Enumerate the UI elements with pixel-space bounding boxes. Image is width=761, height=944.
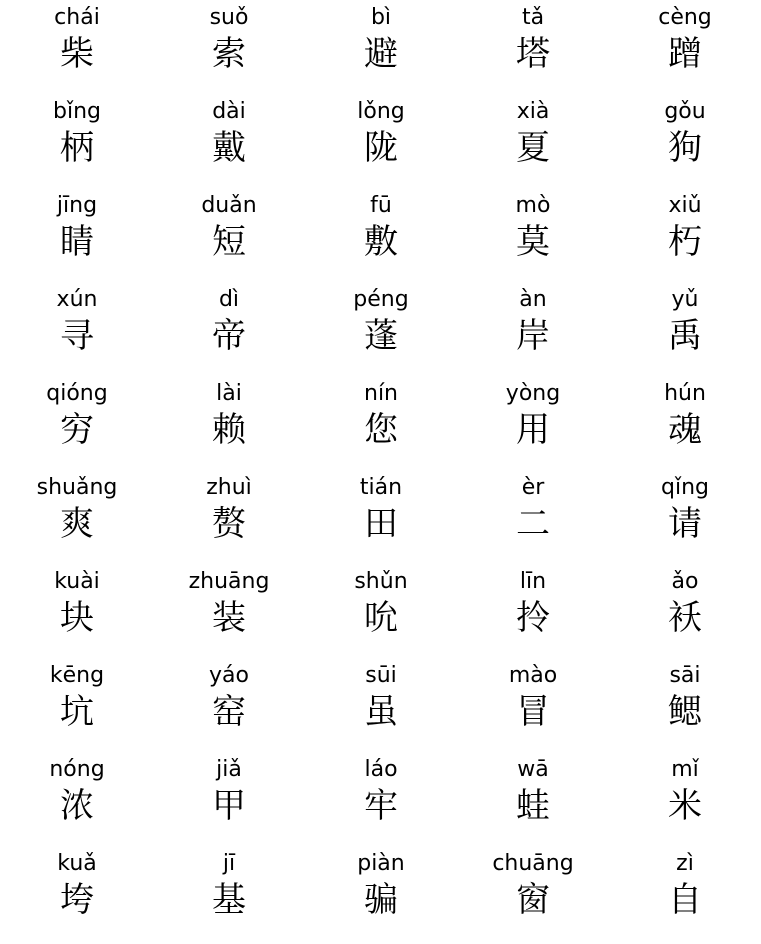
pinyin-label: mǐ bbox=[671, 757, 699, 782]
character-card bbox=[1, 568, 153, 662]
hanzi-character: 蓬 bbox=[364, 316, 398, 356]
character-card bbox=[153, 192, 305, 286]
hanzi-character: 禹 bbox=[668, 316, 702, 356]
pinyin-label: tián bbox=[359, 475, 403, 500]
pinyin-label: hún bbox=[664, 381, 706, 406]
pinyin-label: līn bbox=[519, 569, 547, 594]
character-card bbox=[305, 4, 457, 98]
hanzi-character: 赘 bbox=[212, 504, 246, 544]
pinyin-label: chái bbox=[54, 5, 100, 30]
character-card bbox=[153, 380, 305, 474]
hanzi-character: 帝 bbox=[212, 316, 246, 356]
character-card bbox=[609, 4, 761, 98]
pinyin-label: àn bbox=[519, 287, 547, 312]
hanzi-character: 陇 bbox=[364, 128, 398, 168]
pinyin-label: fū bbox=[370, 193, 392, 218]
pinyin-label: jiǎ bbox=[216, 757, 242, 782]
hanzi-character: 蛙 bbox=[516, 786, 550, 826]
character-card bbox=[1, 192, 153, 286]
character-card bbox=[1, 756, 153, 850]
character-card bbox=[1, 380, 153, 474]
pinyin-label: bì bbox=[370, 5, 392, 30]
pinyin-label: mào bbox=[508, 663, 558, 688]
hanzi-character: 敷 bbox=[364, 222, 398, 262]
hanzi-character: 索 bbox=[212, 34, 246, 74]
pinyin-label: kēng bbox=[49, 663, 105, 688]
hanzi-character: 浓 bbox=[60, 786, 94, 826]
hanzi-character: 柄 bbox=[60, 128, 94, 168]
character-card bbox=[609, 98, 761, 192]
pinyin-label: jīng bbox=[56, 193, 98, 218]
hanzi-character: 赖 bbox=[212, 410, 246, 450]
character-card bbox=[609, 474, 761, 568]
hanzi-character: 请 bbox=[668, 504, 702, 544]
character-card bbox=[1, 850, 153, 944]
pinyin-label: xún bbox=[56, 287, 98, 312]
pinyin-label: xiǔ bbox=[668, 193, 702, 218]
character-card bbox=[153, 850, 305, 944]
pinyin-label: xià bbox=[516, 99, 550, 124]
character-card bbox=[457, 98, 609, 192]
pinyin-label: èr bbox=[521, 475, 545, 500]
character-card bbox=[153, 756, 305, 850]
character-card bbox=[305, 850, 457, 944]
character-card bbox=[457, 474, 609, 568]
hanzi-character: 拎 bbox=[516, 598, 550, 638]
character-card bbox=[1, 98, 153, 192]
pinyin-label: dài bbox=[212, 99, 246, 124]
pinyin-label: nín bbox=[364, 381, 398, 406]
pinyin-label: shuǎng bbox=[36, 475, 118, 500]
pinyin-label: ǎo bbox=[671, 569, 699, 594]
hanzi-character: 柴 bbox=[60, 34, 94, 74]
pinyin-label: duǎn bbox=[201, 193, 257, 218]
pinyin-label: kuài bbox=[54, 569, 100, 594]
pinyin-label: nóng bbox=[49, 757, 105, 782]
pinyin-label: piàn bbox=[357, 851, 405, 876]
pinyin-label: suǒ bbox=[209, 5, 249, 30]
hanzi-character: 吮 bbox=[364, 598, 398, 638]
hanzi-character: 爽 bbox=[60, 504, 94, 544]
character-card bbox=[609, 662, 761, 756]
character-card bbox=[609, 756, 761, 850]
character-card bbox=[305, 192, 457, 286]
hanzi-character: 虽 bbox=[364, 692, 398, 732]
hanzi-character: 骗 bbox=[364, 880, 398, 920]
character-card bbox=[1, 474, 153, 568]
pinyin-label: sāi bbox=[669, 663, 701, 688]
hanzi-character: 穷 bbox=[60, 410, 94, 450]
hanzi-character: 短 bbox=[212, 222, 246, 262]
hanzi-character: 魂 bbox=[668, 410, 702, 450]
character-card bbox=[457, 286, 609, 380]
character-card bbox=[1, 4, 153, 98]
hanzi-character: 莫 bbox=[516, 222, 550, 262]
hanzi-character: 田 bbox=[364, 504, 398, 544]
pinyin-label: cèng bbox=[658, 5, 712, 30]
character-card bbox=[457, 192, 609, 286]
character-card bbox=[457, 756, 609, 850]
hanzi-character: 戴 bbox=[212, 128, 246, 168]
hanzi-character: 您 bbox=[364, 410, 398, 450]
hanzi-character: 冒 bbox=[516, 692, 550, 732]
character-card bbox=[153, 662, 305, 756]
character-card bbox=[305, 474, 457, 568]
character-card bbox=[457, 662, 609, 756]
character-card bbox=[457, 4, 609, 98]
character-card bbox=[609, 286, 761, 380]
character-card bbox=[609, 850, 761, 944]
hanzi-character: 用 bbox=[516, 410, 550, 450]
hanzi-character: 块 bbox=[60, 598, 94, 638]
hanzi-character: 睛 bbox=[60, 222, 94, 262]
hanzi-character: 坑 bbox=[60, 692, 94, 732]
pinyin-label: bǐng bbox=[53, 99, 101, 124]
hanzi-character: 寻 bbox=[60, 316, 94, 356]
pinyin-label: mò bbox=[515, 193, 551, 218]
pinyin-label: wā bbox=[517, 757, 549, 782]
hanzi-character: 二 bbox=[516, 504, 550, 544]
hanzi-character: 蹭 bbox=[668, 34, 702, 74]
pinyin-label: zì bbox=[676, 851, 694, 876]
pinyin-label: yòng bbox=[505, 381, 561, 406]
character-card bbox=[305, 662, 457, 756]
hanzi-character: 岸 bbox=[516, 316, 550, 356]
hanzi-character: 牢 bbox=[364, 786, 398, 826]
pinyin-label: zhuì bbox=[206, 475, 252, 500]
pinyin-label: kuǎ bbox=[57, 851, 97, 876]
hanzi-character: 鳃 bbox=[668, 692, 702, 732]
character-card bbox=[457, 380, 609, 474]
hanzi-character: 基 bbox=[212, 880, 246, 920]
character-card bbox=[609, 380, 761, 474]
pinyin-label: yáo bbox=[209, 663, 249, 688]
hanzi-character: 垮 bbox=[60, 880, 94, 920]
pinyin-label: yǔ bbox=[671, 287, 699, 312]
character-card bbox=[305, 380, 457, 474]
character-card bbox=[305, 98, 457, 192]
hanzi-character: 自 bbox=[668, 880, 702, 920]
pinyin-label: tǎ bbox=[521, 5, 545, 30]
hanzi-character: 夏 bbox=[516, 128, 550, 168]
character-card bbox=[153, 568, 305, 662]
pinyin-label: zhuāng bbox=[188, 569, 270, 594]
hanzi-character: 装 bbox=[212, 598, 246, 638]
character-card bbox=[457, 850, 609, 944]
character-card bbox=[305, 756, 457, 850]
pinyin-label: qǐng bbox=[661, 475, 709, 500]
character-card bbox=[305, 568, 457, 662]
hanzi-character: 米 bbox=[668, 786, 702, 826]
hanzi-character: 塔 bbox=[516, 34, 550, 74]
pinyin-label: qióng bbox=[46, 381, 108, 406]
hanzi-character: 袄 bbox=[668, 598, 702, 638]
pinyin-label: chuāng bbox=[492, 851, 574, 876]
hanzi-character: 避 bbox=[364, 34, 398, 74]
pinyin-label: jī bbox=[222, 851, 236, 876]
pinyin-label: gǒu bbox=[664, 99, 706, 124]
pinyin-label: shǔn bbox=[354, 569, 408, 594]
character-card bbox=[153, 474, 305, 568]
character-card bbox=[153, 4, 305, 98]
character-card bbox=[305, 286, 457, 380]
pinyin-label: péng bbox=[353, 287, 409, 312]
hanzi-character: 甲 bbox=[212, 786, 246, 826]
hanzi-character: 窗 bbox=[516, 880, 550, 920]
character-card bbox=[153, 98, 305, 192]
pinyin-label: lài bbox=[216, 381, 242, 406]
hanzi-character: 朽 bbox=[668, 222, 702, 262]
character-card bbox=[1, 662, 153, 756]
pinyin-label: láo bbox=[364, 757, 398, 782]
hanzi-character: 狗 bbox=[668, 128, 702, 168]
hanzi-character: 窑 bbox=[212, 692, 246, 732]
character-card bbox=[153, 286, 305, 380]
character-grid bbox=[0, 4, 761, 944]
pinyin-label: lǒng bbox=[357, 99, 405, 124]
pinyin-label: sūi bbox=[365, 663, 397, 688]
character-card bbox=[457, 568, 609, 662]
pinyin-label: dì bbox=[218, 287, 240, 312]
character-card bbox=[1, 286, 153, 380]
character-card bbox=[609, 568, 761, 662]
character-card bbox=[609, 192, 761, 286]
